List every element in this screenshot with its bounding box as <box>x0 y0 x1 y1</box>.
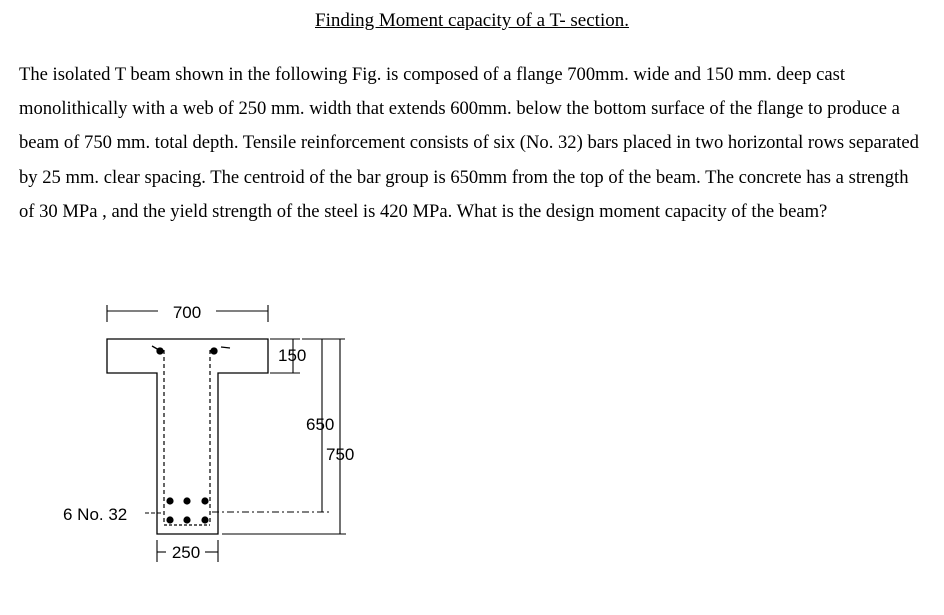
rebar <box>201 497 208 504</box>
centroid-depth-label: 650 <box>306 415 335 434</box>
rebar <box>201 516 208 523</box>
rebar <box>183 497 190 504</box>
flange-width-label: 700 <box>172 303 202 322</box>
problem-statement: The isolated T beam shown in the following Fig. is composed of a flange 700mm. wide and 150 mm. deep cast monolithically with a web of 250 mm. width that extends 600mm. below the bottom surface of the flange to produce a beam of 750 mm. total depth. Tensile reinforcement consists of six (No. 32) bars placed in two horizontal rows separated by 25 mm. clear spacing. The centroid of the bar group is 650mm from the top of the beam. The concrete has a strength of 30 MPa , and the yield strength of the steel is 420 MPa. What is the design moment capacity of the beam? <box>19 64 919 222</box>
dimension-650-750 <box>212 339 346 534</box>
total-depth-label: 750 <box>326 445 355 464</box>
rebar <box>166 497 173 504</box>
page-title: Finding Moment capacity of a T- section. <box>315 10 629 31</box>
flange-depth-label: 150 <box>278 346 307 365</box>
web-width-label: 250 <box>171 543 201 562</box>
rebar-group <box>166 497 208 523</box>
rebar <box>183 516 190 523</box>
t-beam-outline <box>107 339 268 534</box>
rebar <box>166 516 173 523</box>
bars-label: 6 No. 32 <box>63 505 128 524</box>
